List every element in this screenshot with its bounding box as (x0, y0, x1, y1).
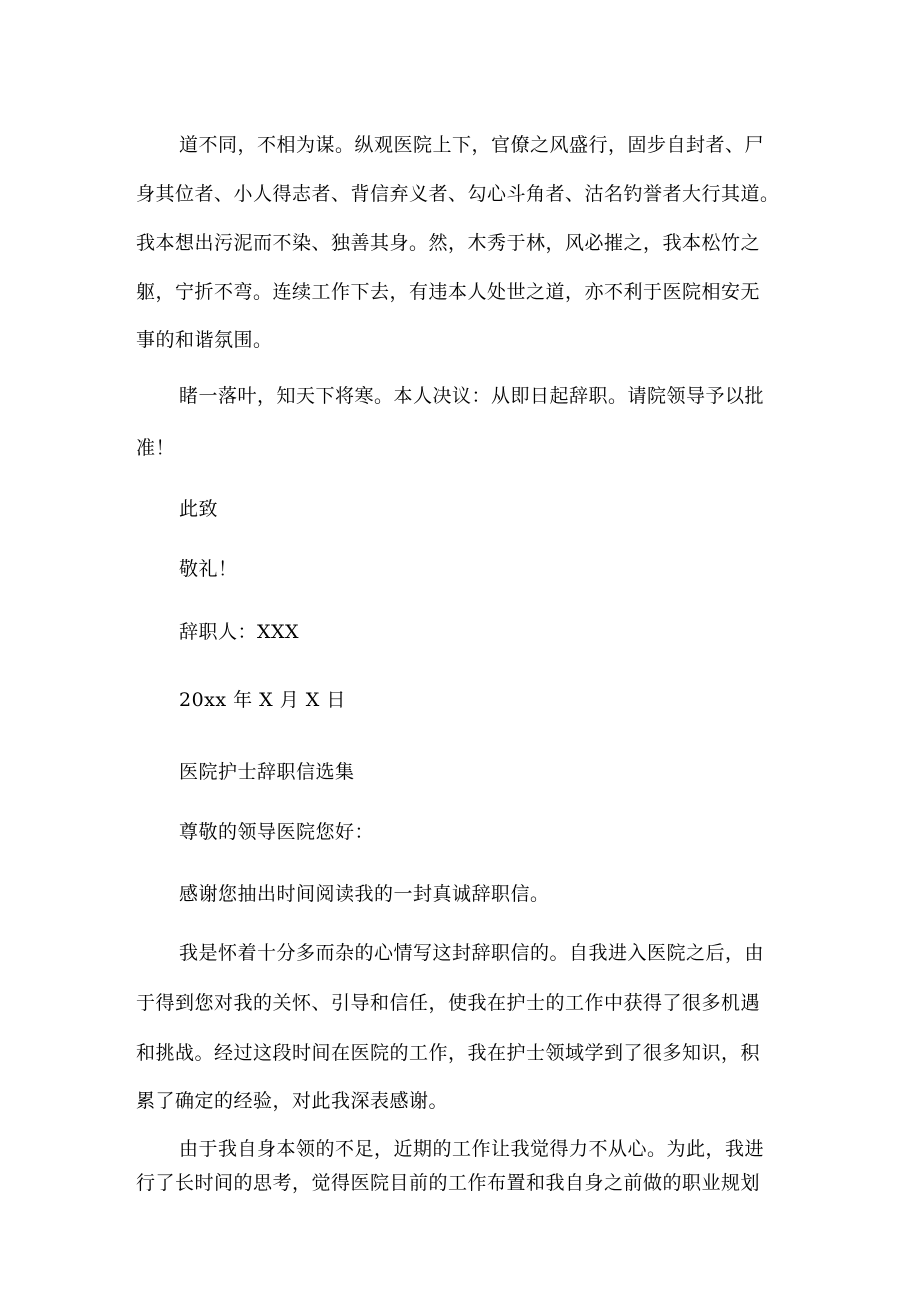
closing-regards: 敬礼！ (179, 558, 238, 580)
paragraph-3-line-1: 我是怀着十分多而杂的心情写这封辞职信的。自我进入医院之后，由 (179, 942, 765, 964)
paragraph-3-line-4: 累了确定的经验，对此我深表感谢。 (136, 1090, 449, 1112)
section-title: 医院护士辞职信选集 (179, 761, 355, 783)
paragraph-3-line-2: 于得到您对我的关怀、引导和信任，使我在护士的工作中获得了很多机遇 (136, 992, 761, 1014)
paragraph-4-line-1: 由于我自身本领的不足，近期的工作让我觉得力不从心。为此，我进 (179, 1138, 765, 1160)
paragraph-1-line-3: 我本想出污泥而不染、独善其身。然，木秀于林，风必摧之，我本松竹之 (136, 232, 761, 254)
paragraph-4-line-2: 行了长时间的思考，觉得医院目前的工作布置和我自身之前做的职业规划 (136, 1172, 761, 1194)
paragraph-1-line-4: 躯，宁折不弯。连续工作下去，有违本人处世之道，亦不利于医院相安无 (136, 281, 761, 303)
paragraph-1-line-2: 身其位者、小人得志者、背信弃义者、勾心斗角者、沽名钓誉者大行其道。 (136, 183, 780, 205)
paragraph-2-line-1: 睹一落叶，知天下将寒。本人决议：从即日起辞职。请院领导予以批 (179, 385, 765, 407)
paragraph-1-line-1: 道不同，不相为谋。纵观医院上下，官僚之风盛行，固步自封者、尸 (179, 134, 765, 156)
closing-salutation: 此致 (179, 498, 219, 520)
paragraph-2-line-2: 准！ (136, 437, 176, 459)
greeting: 尊敬的领导医院您好： (179, 821, 375, 843)
thanks-line: 感谢您抽出时间阅读我的一封真诚辞职信。 (179, 883, 550, 905)
signature: 辞职人：XXX (179, 621, 300, 643)
paragraph-3-line-3: 和挑战。经过这段时间在医院的工作，我在护士领域学到了很多知识，积 (136, 1042, 761, 1064)
paragraph-1-line-5: 事的和谐氛围。 (136, 329, 273, 351)
date-line: 20xx 年 X 月 X 日 (179, 689, 346, 711)
